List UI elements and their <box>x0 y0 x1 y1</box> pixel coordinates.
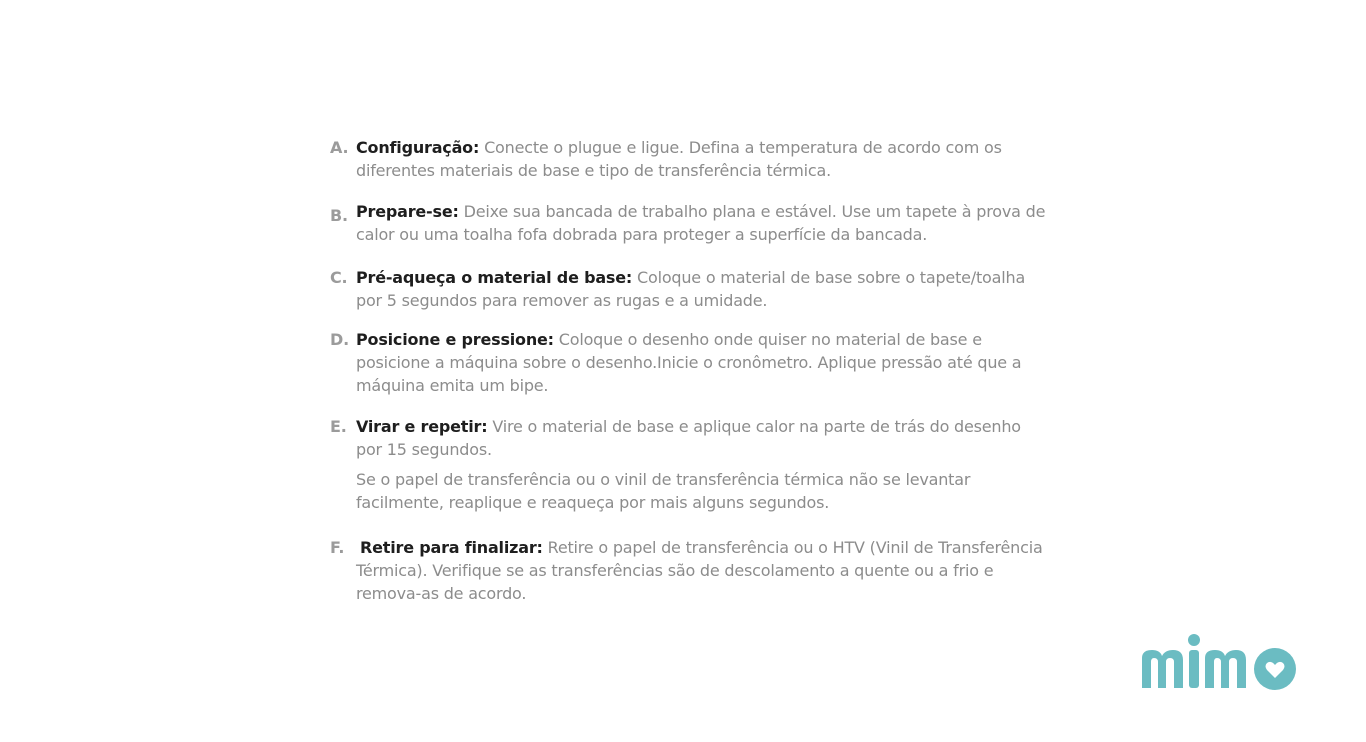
step-title: Virar e repetir: <box>356 417 488 436</box>
step-text: Coloque o desenho onde quiser no material de base e posicione a máquina sobre o desenho.Inicie o cronômetro. Aplique pressão até que a máquina emita um bipe. <box>356 330 1022 395</box>
step-e <box>330 415 1050 514</box>
step-letter: B. <box>330 206 348 225</box>
step-text: Vire o material de base e aplique calor na parte de trás do desenho por 15 segundos. <box>356 417 1021 459</box>
step-title: Configuração: <box>356 138 480 157</box>
step-text: Deixe sua bancada de trabalho plana e estável. Use um tapete à prova de calor ou uma toalha fofa dobrada para proteger a superfície da bancada. <box>356 202 1046 244</box>
step-title: Posicione e pressione: <box>356 330 554 349</box>
step-c <box>330 266 1050 312</box>
step-b <box>330 200 1050 246</box>
step-text: Conecte o plugue e ligue. Defina a temperatura de acordo com os diferentes materiais de base e tipo de transferência térmica. <box>356 138 1002 180</box>
step-note: Se o papel de transferência ou o vinil de transferência térmica não se levantar facilmente, reaplique e reaqueça por mais alguns segundos. <box>356 470 971 512</box>
step-d <box>330 328 1050 397</box>
step-f <box>330 536 1050 605</box>
step-title: Pré-aqueça o material de base: <box>356 268 633 287</box>
step-text: Coloque o material de base sobre o tapete/toalha por 5 segundos para remover as rugas e a umidade. <box>356 268 1026 310</box>
step-text: Retire o papel de transferência ou o HTV (Vinil de Transferência Térmica). Verifique se as transferências são de descolamento a quente ou a frio e remova-as de acordo. <box>356 538 1043 603</box>
step-letter: C. <box>330 268 348 287</box>
step-title: Retire para finalizar: <box>360 538 543 557</box>
mimo-logo <box>1140 630 1320 700</box>
step-a <box>330 136 1050 182</box>
step-title: Prepare-se: <box>356 202 459 221</box>
step-letter: E. <box>330 417 347 436</box>
step-letter: F. <box>330 538 345 557</box>
step-letter: D. <box>330 330 349 349</box>
step-letter: A. <box>330 138 349 157</box>
